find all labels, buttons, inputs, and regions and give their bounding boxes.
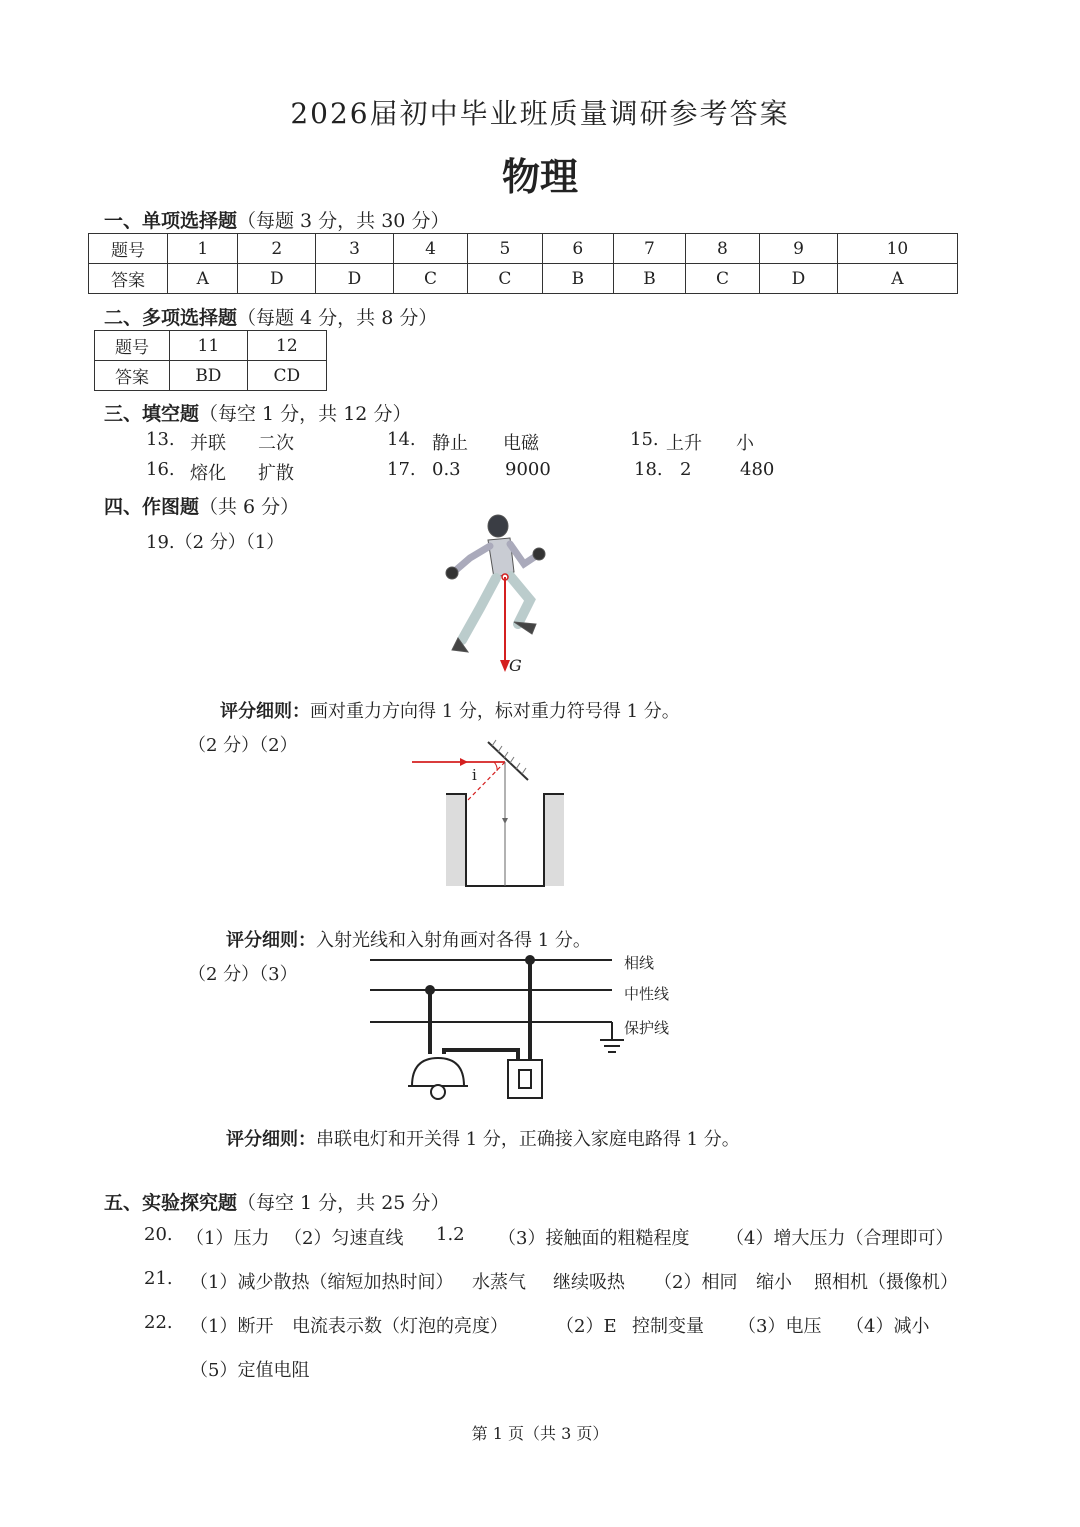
q22-answer: （4）减小 — [846, 1316, 930, 1337]
fill-num: 18. — [634, 459, 663, 480]
fill-answer: 二次 — [258, 433, 294, 454]
row-label: 题号 — [89, 234, 168, 264]
mirror — [488, 742, 528, 780]
cell: 3 — [316, 234, 394, 264]
reflection-figure — [408, 738, 578, 890]
q21-answer: 继续吸热 — [553, 1272, 625, 1293]
cell: 1 — [168, 234, 238, 264]
cell: 12 — [247, 331, 326, 361]
cell: B — [614, 264, 686, 294]
circuit-figure — [368, 950, 628, 1105]
fill-answer: 静止 — [432, 433, 468, 454]
q21-num: 21. — [144, 1268, 173, 1289]
label-ground-wire: 保护线 — [624, 1019, 670, 1037]
table-row — [89, 264, 958, 294]
fill-answer: 电磁 — [503, 433, 539, 454]
robot-leg-left — [462, 578, 496, 640]
robot-hand-left — [446, 567, 458, 579]
rubric-2: 评分细则：入射光线和入射角画对各得 1 分。 — [226, 930, 591, 951]
cell: A — [168, 264, 238, 294]
cell: 11 — [170, 331, 248, 361]
robot-head — [488, 515, 508, 537]
ground-symbol — [600, 1022, 624, 1052]
angle-arc — [494, 762, 497, 771]
q20-answer: （1）压力 — [186, 1228, 270, 1249]
q21-answer: （1）减少散热（缩短加热时间） — [190, 1272, 454, 1293]
fill-answer: 2 — [680, 459, 692, 480]
section4-heading: 四、作图题（共 6 分） — [104, 496, 300, 518]
multi-choice-table — [94, 330, 327, 391]
q21-answer: 照相机（摄像机） — [814, 1272, 958, 1293]
fill-num: 16. — [146, 459, 175, 480]
rubric-1: 评分细则：画对重力方向得 1 分，标对重力符号得 1 分。 — [220, 701, 680, 722]
cell: D — [760, 264, 838, 294]
cell: 8 — [685, 234, 759, 264]
part3-label: （2 分）（3） — [188, 964, 298, 985]
fill-answer: 熔化 — [190, 463, 226, 484]
section2-heading: 二、多项选择题（每题 4 分，共 8 分） — [104, 307, 438, 329]
robot-gravity-figure — [436, 512, 556, 677]
cell: D — [316, 264, 394, 294]
cell: D — [238, 264, 316, 294]
well-wall-right — [544, 794, 564, 886]
robot-leg-right — [510, 576, 530, 624]
q22-answer: 电流表示数（灯泡的亮度） — [292, 1316, 508, 1337]
q20-answer: （4）增大压力（合理即可） — [726, 1228, 954, 1249]
q22-answer: （3）电压 — [738, 1316, 822, 1337]
reflected-arrowhead — [502, 818, 508, 824]
row-label: 答案 — [95, 361, 170, 391]
q22-num: 22. — [144, 1312, 173, 1333]
page-number: 第 1 页（共 3 页） — [471, 1424, 609, 1443]
q22-answer: （2）E — [556, 1316, 617, 1337]
cell: C — [468, 264, 542, 294]
robot-hand-right — [533, 548, 545, 560]
gravity-label: G — [509, 656, 522, 675]
row-label: 题号 — [95, 331, 170, 361]
q22-answer: （5）定值电阻 — [190, 1360, 310, 1381]
row-label: 答案 — [89, 264, 168, 294]
cell: 2 — [238, 234, 316, 264]
table-row — [95, 361, 327, 391]
well-wall-left — [446, 794, 466, 886]
section5-heading: 五、实验探究题（每空 1 分，共 25 分） — [104, 1192, 450, 1214]
subject-title: 物理 — [501, 155, 578, 199]
q21-answer: 水蒸气 — [472, 1272, 526, 1293]
robot-arm-right — [510, 544, 536, 564]
fill-num: 14. — [387, 429, 416, 450]
lamp-switch-wire — [444, 1050, 518, 1060]
fill-answer: 扩散 — [258, 463, 294, 484]
fill-num: 13. — [146, 429, 175, 450]
q20-answer: （3）接触面的粗糙程度 — [498, 1228, 690, 1249]
lamp-bulb-icon — [431, 1085, 445, 1099]
single-choice-table — [88, 233, 958, 294]
q19-label: 19.（2 分）（1） — [146, 532, 285, 553]
q20-answer: 1.2 — [436, 1224, 465, 1245]
fill-answer: 480 — [740, 459, 775, 480]
rubric-3: 评分细则：串联电灯和开关得 1 分，正确接入家庭电路得 1 分。 — [226, 1129, 740, 1150]
part2-label: （2 分）（2） — [188, 735, 298, 756]
cell: B — [542, 264, 614, 294]
cell: C — [685, 264, 759, 294]
fill-answer: 9000 — [505, 459, 551, 480]
fill-num: 17. — [387, 459, 416, 480]
q20-num: 20. — [144, 1224, 173, 1245]
section1-heading: 一、单项选择题（每题 3 分，共 30 分） — [104, 210, 450, 232]
q21-answer: 缩小 — [756, 1272, 792, 1293]
robot-arm-left — [456, 546, 490, 570]
cell: 4 — [393, 234, 467, 264]
page-title: 2026届初中毕业班质量调研参考答案 — [290, 97, 790, 130]
cell: 7 — [614, 234, 686, 264]
angle-label: i — [472, 766, 477, 784]
cell: C — [393, 264, 467, 294]
table-row — [95, 331, 327, 361]
table-row — [89, 234, 958, 264]
q21-answer: （2）相同 — [654, 1272, 738, 1293]
cell: CD — [247, 361, 326, 391]
fill-answer: 上升 — [666, 433, 702, 454]
fill-answer: 小 — [736, 433, 754, 454]
q20-answer: （2）匀速直线 — [284, 1228, 404, 1249]
label-neutral-wire: 中性线 — [624, 985, 670, 1003]
cell: 5 — [468, 234, 542, 264]
cell: 10 — [837, 234, 957, 264]
section3-heading: 三、填空题（每空 1 分，共 12 分） — [104, 403, 412, 425]
fill-answer: 0.3 — [432, 459, 461, 480]
cell: BD — [170, 361, 248, 391]
q22-answer: 控制变量 — [632, 1316, 704, 1337]
cell: 6 — [542, 234, 614, 264]
fill-answer: 并联 — [190, 433, 226, 454]
cell: 9 — [760, 234, 838, 264]
fill-num: 15. — [630, 429, 659, 450]
q22-answer: （1）断开 — [190, 1316, 274, 1337]
cell: A — [837, 264, 957, 294]
switch-icon — [519, 1070, 531, 1088]
label-live-wire: 相线 — [624, 954, 655, 972]
lamp-shade — [412, 1058, 464, 1086]
incident-arrowhead — [460, 758, 468, 766]
